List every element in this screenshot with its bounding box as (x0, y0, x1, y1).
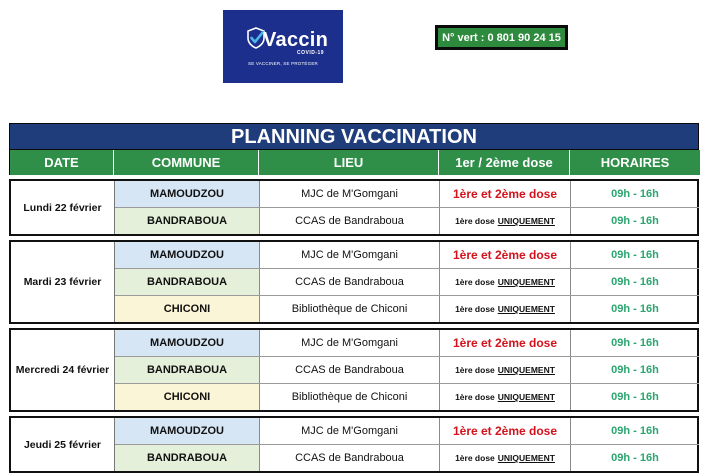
table-row (115, 269, 699, 296)
day-rows (115, 418, 699, 471)
horaires-cell: 09h - 16h (611, 303, 659, 315)
header-date: DATE (10, 150, 114, 175)
commune-cell: BANDRABOUA (115, 357, 260, 383)
commune-cell: MAMOUDZOU (115, 242, 260, 268)
header-horaires: HORAIRES (570, 150, 700, 175)
table-row (115, 296, 699, 322)
commune-cell: MAMOUDZOU (115, 418, 260, 444)
date-cell: Jeudi 25 février (11, 418, 115, 471)
commune-cell: BANDRABOUA (115, 208, 260, 234)
date-cell: Lundi 22 février (11, 181, 115, 234)
table-row (115, 242, 699, 269)
day-group (9, 179, 699, 236)
lieu-cell: MJC de M'Gomgani (260, 242, 440, 268)
table-row (115, 208, 699, 234)
date-cell: Mardi 23 février (11, 242, 115, 322)
lieu-cell: MJC de M'Gomgani (260, 181, 440, 207)
dose-emphasis: UNIQUEMENT (497, 304, 555, 314)
lieu-cell: CCAS de Bandraboua (260, 208, 440, 234)
table-header-row (9, 150, 699, 175)
dose-cell: 1ère et 2ème dose (440, 242, 571, 268)
dose-cell (440, 357, 571, 383)
table-row (115, 445, 699, 471)
dose-cell (440, 296, 571, 322)
dose-emphasis: UNIQUEMENT (497, 277, 555, 287)
lieu-cell: CCAS de Bandraboua (260, 357, 440, 383)
lieu-cell: MJC de M'Gomgani (260, 330, 440, 356)
dose-emphasis: UNIQUEMENT (497, 453, 555, 463)
table-title: PLANNING VACCINATION (9, 123, 699, 150)
commune-cell: CHICONI (115, 296, 260, 322)
dose-emphasis: UNIQUEMENT (497, 392, 555, 402)
table-row (115, 181, 699, 208)
dose-prefix: 1ère dose (455, 216, 495, 226)
dose-prefix: 1ère dose (455, 365, 495, 375)
day-rows (115, 181, 699, 234)
dose-cell (440, 269, 571, 295)
dose-prefix: 1ère dose (455, 392, 495, 402)
horaires-cell: 09h - 16h (611, 337, 659, 349)
day-group (9, 416, 699, 473)
lieu-cell: Bibliothèque de Chiconi (260, 296, 440, 322)
schedule-groups (9, 179, 699, 473)
table-row (115, 418, 699, 445)
dose-cell (440, 208, 571, 234)
day-rows (115, 330, 699, 410)
table-row (115, 384, 699, 410)
horaires-cell: 09h - 16h (611, 276, 659, 288)
dose-cell (440, 445, 571, 471)
dose-cell (440, 384, 571, 410)
lieu-cell: CCAS de Bandraboua (260, 269, 440, 295)
commune-cell: CHICONI (115, 384, 260, 410)
dose-prefix: 1ère dose (455, 304, 495, 314)
dose-emphasis: UNIQUEMENT (497, 365, 555, 375)
dose-cell: 1ère et 2ème dose (440, 330, 571, 356)
horaires-cell: 09h - 16h (611, 391, 659, 403)
logo-tagline: SE VACCINER, SE PROTÉGER (248, 61, 318, 66)
day-group (9, 240, 699, 324)
table-row (115, 330, 699, 357)
horaires-cell: 09h - 16h (611, 364, 659, 376)
day-rows (115, 242, 699, 322)
commune-cell: MAMOUDZOU (115, 181, 260, 207)
vaccination-schedule-table (9, 123, 699, 473)
commune-cell: BANDRABOUA (115, 445, 260, 471)
horaires-cell: 09h - 16h (611, 249, 659, 261)
horaires-cell: 09h - 16h (611, 425, 659, 437)
table-row (115, 357, 699, 384)
horaires-cell: 09h - 16h (611, 452, 659, 464)
dose-emphasis: UNIQUEMENT (497, 216, 555, 226)
date-cell: Mercredi 24 février (11, 330, 115, 410)
dose-prefix: 1ère dose (455, 453, 495, 463)
hotline-badge: N° vert : 0 801 90 24 15 (435, 25, 568, 50)
horaires-cell: 09h - 16h (611, 215, 659, 227)
header-dose: 1er / 2ème dose (439, 150, 570, 175)
dose-prefix: 1ère dose (455, 277, 495, 287)
dose-cell: 1ère et 2ème dose (440, 418, 571, 444)
vaccin-covid-logo (223, 10, 343, 83)
commune-cell: BANDRABOUA (115, 269, 260, 295)
dose-cell: 1ère et 2ème dose (440, 181, 571, 207)
logo-word: Vaccin (263, 29, 329, 51)
lieu-cell: CCAS de Bandraboua (260, 445, 440, 471)
header-commune: COMMUNE (114, 150, 259, 175)
horaires-cell: 09h - 16h (611, 188, 659, 200)
logo-covid-label: COVID-19 (297, 50, 325, 56)
header-lieu: LIEU (259, 150, 439, 175)
commune-cell: MAMOUDZOU (115, 330, 260, 356)
lieu-cell: Bibliothèque de Chiconi (260, 384, 440, 410)
day-group (9, 328, 699, 412)
lieu-cell: MJC de M'Gomgani (260, 418, 440, 444)
